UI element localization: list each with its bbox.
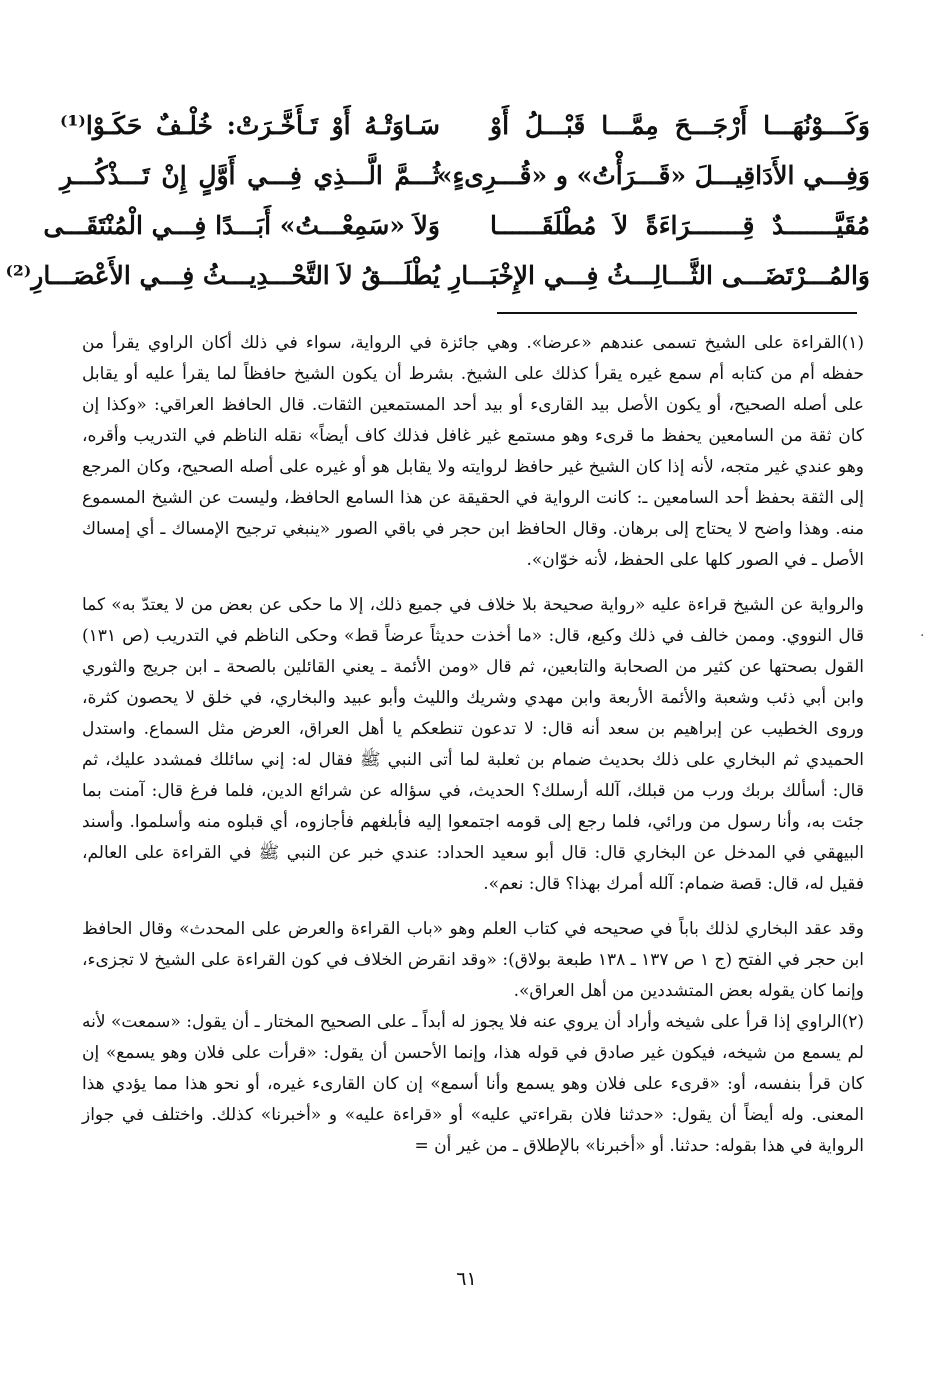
verse-left-hemistich: يُطْلَـــقُ لاَ التَّحْـــدِيـــثُ فِـــي الأَعْصَـــارِ⁽²⁾ (5, 260, 440, 290)
footnote-1-continued: والرواية عن الشيخ قراءة عليه «رواية صحيحة بلا خلاف في جميع ذلك، إلا ما حكى عن بعض من لا يعتدّ به» كما قال النووي. وممن خالف في ذلك وكيع، قال: «ما أخذت حديثاً عرضاً قط» وحكى الناظم في التدريب (ص ١٣١) القول بصحتها عن كثير من الصحابة والتابعين، ثم قال «ومن الأئمة ـ يعني القائلين بالصحة ـ ابن جريج والثوري وابن أبي ذئب وشعبة والأئمة الأربعة وابن مهدي وشريك والليث وأبو عبيد والبخاري، في خلق لا يحصون كثرة، وروى الخطيب عن إبراهيم بن سعد أنه قال: لا تدعون تنطعكم يا أهل العراق، العرض مثل السماع. واستدل الحميدي ثم البخاري على ذلك بحديث ضمام بن ثعلبة لما أتى النبي ﷺ فقال له: إني سائلك فمشدد عليك، ثم قال: أسألك بربك ورب من قبلك، آلله أرسلك؟ الحديث، في سؤاله عن شرائع الدين، فلما فرغ قال: آمنت بما جئت به، وأنا رسول من ورائي، فلما رجع إلى قومه اجتمعوا إليه فأبلغهم فأجازوه، أي قبلوه منه وأسلموا. وأسند البيهقي في المدخل عن البخاري قال: قال أبو سعيد الحداد: عندي خبر عن النبي ﷺ في القراءة على العالم، فقيل له، قال: قصة ضمام: آلله أمرك بهذا؟ قال: نعم». (82, 595, 864, 894)
verse-row-2 (60, 150, 870, 200)
footnote-1: (١)القراءة على الشيخ تسمى عندهم «عرضا». وهي جائزة في الرواية، سواء في ذلك أكان الراوي يقرأ من حفظه أم من كتابه أم سمع غيره يقرأ كذلك على الشيخ. بشرط أن يكون الشيخ حافظاً لما يقرأ عليه أو يقابل على أصله الصحيح، أو يكون الأصل بيد القارىء أو بيد أحد المستمعين الثقات. قال الحافظ العراقي: «وكذا إن كان ثقة من السامعين يحفظ ما قرىء وهو مستمع غير غافل فذلك كاف أيضاً» نقله الناظم في التدريب وأقره، وهو عندي غير متجه، لأنه إذا كان الشيخ غير حافظ لروايته ولا يقابل هو أو غيره على أصله الصحيح، وكان المرجع إلى الثقة بحفظ أحد السامعين ـ: كانت الرواية في الحقيقة عن هذا السامع الحافظ، وليست عن الشيخ المسموع منه. وهذا واضح لا يحتاج إلى برهان. وقال الحافظ ابن حجر في باقي الصور «ينبغي ترجيح الإمساك ـ أي إمساك الأصل ـ في الصور كلها على الحفظ، لأنه خوّان». (82, 333, 865, 570)
verse-row-3 (43, 200, 870, 250)
verse-right-hemistich: وَفِـــي الأَدَاقِيـــلَ «قَـــرَأْتُ» و «قُـــرِىءٍ» (436, 160, 870, 190)
footnotes (82, 328, 864, 1162)
verse-row-4 (5, 250, 870, 300)
footnote-2: (٢)الراوي إذا قرأ على شيخه وأراد أن يروي عنه فلا يجوز له أبداً ـ على الصحيح المختار ـ أن يقول: «سمعت» لأنه لم يسمع من شيخه، فيكون غير صادق في قوله هذا، وإنما الأحسن أن يقول: «قرأت على فلان وهو يسمع» إن كان قرأ بنفسه، أو: «قرىء على فلان وهو يسمع وأنا أسمع» إن كان القارىء غيره، أو نحو هذا مما يؤدي هذا المعنى. وله أيضاً أن يقول: «حدثنا فلان بقراءتي عليه» أو «قراءة عليه» و «أخبرنا» كذلك. واختلف في جواز الرواية في هذا بقوله: حدثنا. أو «أخبرنا» بالإطلاق ـ من غير أن = (82, 1012, 864, 1156)
margin-mark: · (920, 628, 925, 644)
verse-right-hemistich: وَالمُـــرْتَضَـــى الثَّـــالِـــثُ فِـــي الإِخْبَـــارِ (449, 260, 870, 290)
verse-left-hemistich: ثُـــمَّ الَّـــذِي فِـــي أَوَّلٍ إِنْ تَـــذْكُـــرِ (60, 160, 440, 190)
footnote-separator (497, 312, 857, 314)
verse-left-hemistich: سَـاوَتْـهُ أَوْ تَـأَخَّـرَتْ: خُلْـفٌ حَكَـوْا⁽¹⁾ (60, 110, 440, 140)
poem-verses (5, 100, 870, 300)
verse-right-hemistich: وَكَـــوْنُهَـــا أَرْجَـــحَ مِمَّـــا قَبْـــلُ أَوْ (490, 110, 870, 140)
verse-row-1 (60, 100, 870, 150)
verse-right-hemistich: مُقَيَّـــــــدٌ قِـــــــرَاءَةً لاَ مُطْلَقَــــــا (490, 210, 870, 240)
verse-left-hemistich: وَلاَ «سَمِعْـــتُ» أَبَـــدًا فِـــي الْمُنْتَقَـــى (43, 210, 440, 240)
page-number: ٦١ (456, 1268, 477, 1290)
footnote-1-final: وقد عقد البخاري لذلك باباً في صحيحه في كتاب العلم وهو «باب القراءة والعرض على المحدث» وقال الحافظ ابن حجر في الفتح (ج ١ ص ١٣٧ ـ ١٣٨ طبعة بولاق): «وقد انقرض الخلاف في كون القراءة على الشيخ لا تجزىء، وإنما كان يقوله بعض المتشددين من أهل العراق». (82, 919, 864, 1001)
